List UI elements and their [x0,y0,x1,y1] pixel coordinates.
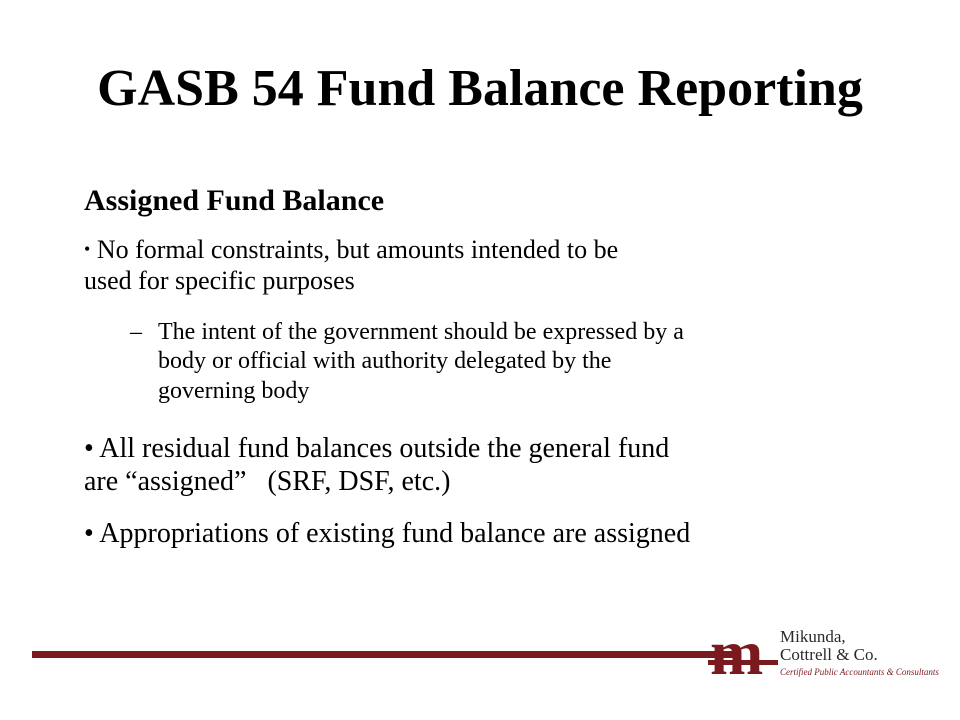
bullet-item-2 [84,433,894,499]
sub-bullet-item [130,318,870,406]
sub-bullet-line2: body or official with authority delegated by the [158,348,612,375]
bullet-text-line1: Appropriations of existing fund balance are assigned [99,518,691,549]
bullet-marker: • [84,518,94,549]
bullet-text-line2: are “assigned” (SRF, DSF, etc.) [84,465,451,497]
sub-bullet-line1: The intent of the government should be expressed by a [158,319,684,345]
logo-name-line2: Cottrell & Co. [780,645,878,664]
bullet-text-line1: No formal constraints, but amounts intended to be [96,235,619,264]
sub-bullet-line3: governing body [158,377,310,404]
footer-divider [32,651,734,658]
bullet-text-line2: used for specific purposes [84,266,355,296]
bullet-item-3 [84,518,894,551]
bullet-marker: • [84,433,94,464]
company-logo [708,626,938,686]
logo-tagline: Certified Public Accountants & Consultants [780,667,939,677]
logo-name-line1: Mikunda, [780,627,846,646]
logo-monogram-icon [708,626,778,682]
logo-monogram: m [710,626,764,682]
bullet-item-1 [84,234,894,296]
bullet-marker: • [84,239,91,259]
section-heading: Assigned Fund Balance [84,184,385,217]
sub-bullet-marker: – [130,319,142,345]
slide-title: GASB 54 Fund Balance Reporting [97,60,863,117]
bullet-text-line1: All residual fund balances outside the general fund [99,433,670,464]
